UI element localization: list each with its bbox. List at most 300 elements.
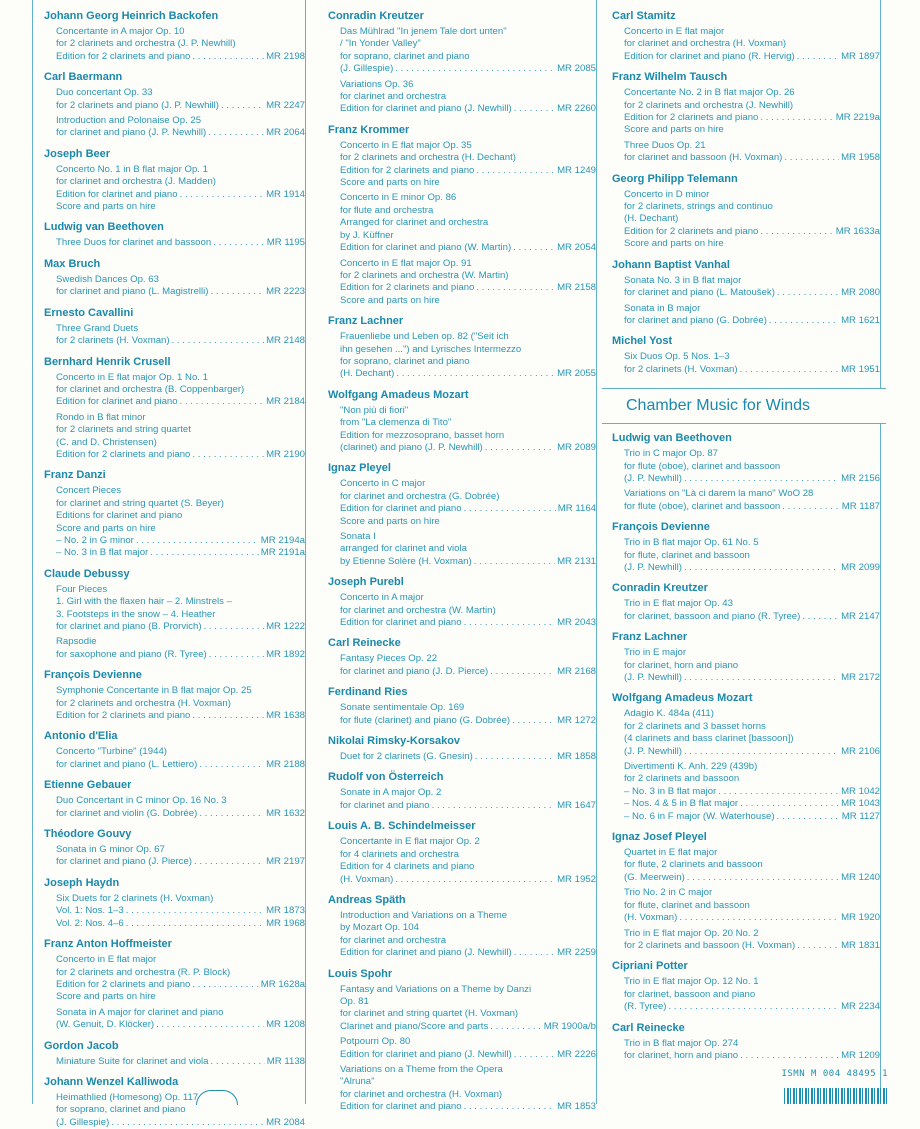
work-entry <box>328 478 596 528</box>
catalog-row <box>56 449 305 461</box>
work-entry <box>328 192 596 254</box>
entry-line: for clarinet and orchestra (W. Martin) <box>340 604 496 616</box>
composer-name: Carl Stamitz <box>612 10 676 22</box>
edition-text: (clarinet) and piano (J. P. Newhill) <box>340 441 483 453</box>
entry-line: Concert Pieces <box>56 485 122 497</box>
dot-leader <box>769 315 839 327</box>
catalog-row <box>56 396 305 408</box>
catalog-number: MR 2260 <box>557 103 596 115</box>
entry-line: by J. Küffner <box>340 229 394 241</box>
work-entry <box>612 847 880 884</box>
edition-text: for clarinet and piano (L. Lettiero) <box>56 758 198 770</box>
catalog-row <box>56 856 305 868</box>
catalog-number: MR 2089 <box>557 441 596 453</box>
dot-leader <box>126 918 264 930</box>
work-entry <box>328 592 596 629</box>
dot-leader <box>782 501 840 513</box>
catalog-row <box>624 811 880 823</box>
edition-text: for clarinet and bassoon (H. Voxman) <box>624 152 783 164</box>
entry-line: for flute and orchestra <box>340 204 434 216</box>
catalog-number: MR 2247 <box>266 99 305 111</box>
work-entry <box>44 1092 305 1129</box>
catalog-row <box>56 547 305 559</box>
dot-leader <box>192 51 264 63</box>
entry-line: for 2 clarinets and orchestra (J. P. Newhill) <box>56 38 236 50</box>
work-entry <box>44 164 305 214</box>
entry-line: 1. Girl with the flaxen hair – 2. Minstrels – <box>56 596 232 608</box>
dot-leader <box>204 621 264 633</box>
dot-leader <box>136 535 259 547</box>
work-entry <box>612 708 880 758</box>
dot-leader <box>126 905 264 917</box>
catalog-number: MR 2191a <box>260 547 305 559</box>
work-entry <box>44 323 305 348</box>
catalog-row <box>56 918 305 930</box>
catalog-number: MR 2156 <box>841 472 880 484</box>
dot-leader <box>192 449 264 461</box>
catalog-row <box>340 874 596 886</box>
catalog-row <box>340 368 596 380</box>
dot-leader <box>464 1101 555 1113</box>
entry-line: Symphonie Concertante in B flat major Op. 25 <box>56 685 252 697</box>
catalog-number: MR 2223 <box>266 286 305 298</box>
catalog-number: MR 1968 <box>266 917 305 929</box>
catalog-row <box>56 335 305 347</box>
catalog-row <box>340 666 596 678</box>
catalog-row <box>340 503 596 515</box>
catalog-number: MR 1853 <box>557 1101 596 1113</box>
catalog-number: MR 1208 <box>266 1019 305 1031</box>
catalog-row <box>56 127 305 139</box>
entry-line: Concertante in E flat major Op. 2 <box>340 836 480 848</box>
catalog-number: MR 1858 <box>557 751 596 763</box>
composer-name: Rudolf von Österreich <box>328 771 444 784</box>
composer-name: Wolfgang Amadeus Mozart <box>328 388 469 401</box>
dot-leader <box>684 562 839 574</box>
dot-leader <box>194 856 264 868</box>
composer-name: Louis Spohr <box>328 967 393 980</box>
work-entry <box>328 984 596 1034</box>
dot-leader <box>512 715 555 727</box>
entry-line: Fantasy Pieces Op. 22 <box>340 653 438 665</box>
dot-leader <box>474 556 555 568</box>
edition-text: for 2 clarinets and bassoon (H. Voxman) <box>624 939 796 951</box>
catalog-number: MR 1043 <box>841 798 880 810</box>
edition-text: – No. 2 in G minor <box>56 534 134 546</box>
edition-text: for 2 clarinets (H. Voxman) <box>624 363 738 375</box>
composer-name: Andreas Späth <box>328 893 406 906</box>
entry-line: Score and parts on hire <box>624 124 724 136</box>
dot-leader <box>221 100 264 112</box>
composer-name: Carl Baermann <box>44 71 123 84</box>
dot-leader <box>740 798 839 810</box>
catalog-number: MR 2184 <box>266 396 305 408</box>
work-entry <box>44 685 305 722</box>
entry-line: Duo concertant Op. 33 <box>56 87 153 99</box>
entry-line: (C. and D. Christensen) <box>56 436 157 448</box>
work-entry <box>612 887 880 924</box>
entry-line: (H. Dechant) <box>624 213 679 225</box>
work-entry <box>612 189 880 251</box>
edition-text: for 2 clarinets (H. Voxman) <box>56 335 170 347</box>
work-entry <box>44 746 305 771</box>
dot-leader <box>797 940 839 952</box>
edition-text: (W. Genuit, D. Klöcker) <box>56 1019 155 1031</box>
dot-leader <box>684 672 839 684</box>
edition-text: – Nos. 4 & 5 in B flat major <box>624 798 739 810</box>
work-entry <box>44 893 305 930</box>
entry-line: Concerto in E flat major Op. 35 <box>340 139 472 151</box>
work-entry <box>328 331 596 381</box>
work-entry <box>612 598 880 623</box>
entry-line: for 2 clarinets and orchestra (H. Voxman) <box>56 697 231 709</box>
entry-line: for clarinet and string quartet (S. Beyer) <box>56 497 224 509</box>
entry-line: Sonata No. 3 in B flat major <box>624 274 742 286</box>
catalog-row <box>340 556 596 568</box>
entry-line: Score and parts on hire <box>340 177 440 189</box>
dot-leader <box>718 786 839 798</box>
catalog-number: MR 1958 <box>841 152 880 164</box>
entry-line: Concerto in E minor Op. 86 <box>340 192 457 204</box>
composer-name: Conradin Kreutzer <box>328 10 424 22</box>
composer-name: Joseph Purebl <box>328 576 404 589</box>
entry-line: for 2 clarinets and 3 basset horns <box>624 720 766 732</box>
work-entry <box>328 26 596 76</box>
entry-line: Duo Concertant in C minor Op. 16 No. 3 <box>56 795 227 807</box>
edition-text: Edition for 2 clarinets and piano <box>340 164 475 176</box>
dot-leader <box>514 947 555 959</box>
entry-line: for clarinet and orchestra (J. Madden) <box>56 176 216 188</box>
catalog-row <box>624 611 880 623</box>
entry-line: Rapsodie <box>56 636 97 648</box>
dot-leader <box>464 503 556 515</box>
catalog-number: MR 2084 <box>266 1116 305 1128</box>
dot-leader <box>211 1056 265 1068</box>
entry-line: Score and parts on hire <box>340 294 440 306</box>
work-entry <box>612 537 880 574</box>
edition-text: (H. Voxman) <box>624 912 678 924</box>
catalog-row <box>624 1050 880 1062</box>
catalog-number: MR 2234 <box>841 1001 880 1013</box>
entry-line: Three Grand Duets <box>56 322 139 334</box>
catalog-number: MR 1897 <box>841 50 880 62</box>
entry-line: Six Duos Op. 5 Nos. 1–3 <box>624 351 730 363</box>
dot-leader <box>211 286 265 298</box>
work-entry <box>44 274 305 299</box>
catalog-row <box>624 1001 880 1013</box>
entry-line: Variations on "Là ci darem la mano" WoO 28 <box>624 488 814 500</box>
work-entry <box>44 372 305 409</box>
work-entry <box>612 488 880 513</box>
catalog-row <box>340 1021 596 1033</box>
entry-line: for soprano, clarinet and piano <box>340 50 470 62</box>
composer-name: Ignaz Pleyel <box>328 462 391 475</box>
catalog-number: MR 1187 <box>841 500 880 512</box>
entry-line: Quartet in E flat major <box>624 847 718 859</box>
work-entry <box>44 1007 305 1032</box>
catalog-row <box>624 562 880 574</box>
entry-line: by Mozart Op. 104 <box>340 922 419 934</box>
dot-leader <box>514 103 555 115</box>
catalog-row <box>624 51 880 63</box>
catalog-row <box>56 100 305 112</box>
edition-text: for clarinet and piano (J. D. Pierce) <box>340 665 489 677</box>
composer-name: Conradin Kreutzer <box>612 582 708 595</box>
entry-line: for clarinet and orchestra (G. Dobrée) <box>340 490 500 502</box>
edition-text: Edition for clarinet and piano <box>56 188 178 200</box>
dot-leader <box>797 51 839 63</box>
catalog-number: MR 2064 <box>266 127 305 139</box>
entry-line: Trio in B flat major Op. 61 No. 5 <box>624 537 759 549</box>
composer-name: Ignaz Josef Pleyel <box>612 831 707 844</box>
dot-leader <box>740 364 839 376</box>
catalog-row <box>624 112 880 124</box>
entry-line: for clarinet and orchestra (H. Voxman) <box>340 1088 503 1100</box>
composer-name: Michel Yost <box>612 335 673 348</box>
work-entry <box>328 1036 596 1061</box>
catalog-number: MR 2190 <box>266 448 305 460</box>
dot-leader <box>180 396 264 408</box>
edition-text: (J. Gillespie) <box>56 1116 110 1128</box>
edition-text: Edition for clarinet and piano <box>340 1101 462 1113</box>
edition-text: Clarinet and piano/Score and parts <box>340 1020 489 1032</box>
catalog-number: MR 2099 <box>841 561 880 573</box>
entry-line: Concerto in E flat major Op. 91 <box>340 257 472 269</box>
entry-line: for clarinet, horn and piano <box>624 659 739 671</box>
edition-text: – No. 3 in B flat major <box>56 547 149 559</box>
catalog-row <box>624 226 880 238</box>
entry-line: Divertimenti K. Anh. 229 (439b) <box>624 761 758 773</box>
work-entry <box>44 87 305 112</box>
entry-line: for 2 clarinets, strings and continuo <box>624 201 773 213</box>
work-entry <box>328 531 596 568</box>
dot-leader <box>395 63 555 75</box>
catalog-row <box>56 1019 305 1031</box>
entry-line: Potpourri Op. 80 <box>340 1036 411 1048</box>
catalog-number: MR 1638 <box>266 710 305 722</box>
catalog-row <box>56 808 305 820</box>
dot-leader <box>679 912 839 924</box>
entry-line: Score and parts on hire <box>56 522 156 534</box>
catalog-number: MR 2054 <box>557 242 596 254</box>
edition-text: for clarinet and piano (G. Dobrée) <box>624 314 767 326</box>
entry-line: Trio in E major <box>624 647 687 659</box>
catalog-number: MR 2226 <box>557 1048 596 1060</box>
work-entry <box>44 26 305 63</box>
work-entry <box>612 303 880 328</box>
work-entry <box>44 584 305 634</box>
entry-line: Trio in E flat major Op. 43 <box>624 598 733 610</box>
entry-line: Frauenliebe und Leben op. 82 ("Seit ich <box>340 331 509 343</box>
work-entry <box>612 87 880 137</box>
composer-name: Franz Lachner <box>328 315 404 328</box>
dot-leader <box>209 649 264 661</box>
entry-line: Concerto "Turbine" (1944) <box>56 746 167 758</box>
work-entry <box>44 954 305 1004</box>
catalog-row <box>624 940 880 952</box>
entry-line: Fantasy and Variations on a Theme by Danzi <box>340 983 532 995</box>
entry-line: Score and parts on hire <box>624 238 724 250</box>
work-entry <box>328 405 596 455</box>
composer-name: Cipriani Potter <box>612 960 688 973</box>
catalog-number: MR 2148 <box>266 335 305 347</box>
entry-line: Sonata in B major <box>624 302 701 314</box>
dot-leader <box>475 751 555 763</box>
catalog-number: MR 2085 <box>557 63 596 75</box>
entry-line: for 2 clarinets and orchestra (H. Dechant) <box>340 152 516 164</box>
composer-name: Johann Wenzel Kalliwoda <box>44 1075 179 1088</box>
catalog-number: MR 2259 <box>557 947 596 959</box>
entry-line: Four Pieces <box>56 583 108 595</box>
dot-leader <box>740 1050 839 1062</box>
entry-line: Trio in B flat major Op. 274 <box>624 1037 739 1049</box>
composer-name: Franz Anton Hoffmeister <box>44 938 172 951</box>
catalog-number: MR 2131 <box>557 555 596 567</box>
dot-leader <box>150 547 258 559</box>
catalog-number: MR 2147 <box>841 610 880 622</box>
composer-name: Georg Philipp Telemann <box>612 172 738 185</box>
edition-text: for clarinet and piano <box>340 799 430 811</box>
dot-leader <box>199 759 264 771</box>
entry-line: Concerto in E flat major Op. 1 No. 1 <box>56 371 208 383</box>
catalog-row <box>340 617 596 629</box>
work-entry <box>328 140 596 190</box>
entry-line: Trio in E flat major Op. 12 No. 1 <box>624 976 759 988</box>
edition-text: Edition for 2 clarinets and piano <box>56 710 191 722</box>
dot-leader <box>760 112 833 124</box>
entry-line: Variations Op. 36 <box>340 78 414 90</box>
catalog-number: MR 1951 <box>841 363 880 375</box>
composer-name: Etienne Gebauer <box>44 779 132 792</box>
entry-line: for 2 clarinets and string quartet <box>56 424 191 436</box>
catalog-number: MR 2219a <box>835 112 880 124</box>
edition-text: Three Duos for clarinet and bassoon <box>56 237 212 249</box>
entry-line: Edition for mezzosoprano, basset horn <box>340 429 505 441</box>
catalog-row <box>56 621 305 633</box>
edition-text: for clarinet, bassoon and piano (R. Tyree) <box>624 610 801 622</box>
entry-line: Concerto in E flat major <box>56 954 157 966</box>
dot-leader <box>395 874 555 886</box>
edition-text: for clarinet and piano (L. Matoušek) <box>624 287 775 299</box>
work-entry <box>328 79 596 116</box>
catalog-number: MR 1831 <box>841 939 880 951</box>
catalog-row <box>56 286 305 298</box>
edition-text: Edition for clarinet and piano (W. Martin) <box>340 242 512 254</box>
composer-name: Joseph Beer <box>44 147 111 160</box>
catalog-row <box>56 759 305 771</box>
dot-leader <box>464 617 555 629</box>
catalog-row <box>340 1101 596 1113</box>
catalog-row <box>624 912 880 924</box>
edition-text: for flute (oboe), clarinet and bassoon <box>624 500 781 512</box>
edition-text: Edition for clarinet and piano (J. Newhill) <box>340 1048 512 1060</box>
work-entry <box>328 836 596 886</box>
catalog-row <box>340 947 596 959</box>
edition-text: (J. P. Newhill) <box>624 745 682 757</box>
entry-line: Op. 81 <box>340 995 369 1007</box>
catalog-row <box>624 287 880 299</box>
catalog-row <box>624 798 880 810</box>
catalog-number: MR 1240 <box>841 871 880 883</box>
entry-line: Sonate in A major Op. 2 <box>340 787 442 799</box>
work-entry <box>612 26 880 63</box>
catalog-row <box>340 165 596 177</box>
column-3 <box>602 0 881 1104</box>
catalog-row <box>340 242 596 254</box>
dot-leader <box>802 611 839 623</box>
edition-text: for clarinet and violin (G. Dobrée) <box>56 807 198 819</box>
work-entry <box>612 1038 880 1063</box>
catalog-row <box>56 710 305 722</box>
edition-text: Edition for clarinet and piano (R. Hervig) <box>624 50 795 62</box>
entry-line: for clarinet, bassoon and piano <box>624 988 756 1000</box>
entry-line: Arranged for clarinet and orchestra <box>340 217 489 229</box>
work-entry <box>612 647 880 684</box>
composer-name: Johann Georg Heinrich Backofen <box>44 10 219 22</box>
edition-text: (J. P. Newhill) <box>624 472 682 484</box>
edition-text: for saxophone and piano (R. Tyree) <box>56 648 207 660</box>
composer-name: Franz Wilhelm Tausch <box>612 71 728 84</box>
dot-leader <box>485 442 555 454</box>
entry-line: Edition for 4 clarinets and piano <box>340 861 475 873</box>
catalog-number: MR 1920 <box>841 912 880 924</box>
catalog-row <box>624 786 880 798</box>
edition-text: Edition for 2 clarinets and piano <box>624 225 759 237</box>
composer-name: Ludwig van Beethoven <box>612 432 732 445</box>
edition-text: Edition for 2 clarinets and piano <box>624 112 759 124</box>
work-entry <box>44 795 305 820</box>
catalog-row <box>56 979 305 991</box>
entry-line: 3. Footsteps in the snow – 4. Heather <box>56 608 216 620</box>
catalog-row <box>56 649 305 661</box>
catalog-row <box>56 237 305 249</box>
edition-text: (R. Tyree) <box>624 1001 667 1013</box>
entry-line: arranged for clarinet and viola <box>340 543 467 555</box>
work-entry <box>612 351 880 376</box>
entry-line: for clarinet and orchestra <box>340 934 447 946</box>
edition-text: for 2 clarinets and piano (J. P. Newhill) <box>56 99 219 111</box>
catalog-number: MR 2158 <box>557 282 596 294</box>
catalog-row <box>56 1117 305 1129</box>
work-entry <box>328 653 596 678</box>
entry-line: from "La clemenza di Tito" <box>340 417 452 429</box>
entry-line: for clarinet and orchestra (B. Coppenbarger) <box>56 383 245 395</box>
edition-text: Edition for 2 clarinets and piano <box>56 448 191 460</box>
catalog-number: MR 1873 <box>266 905 305 917</box>
edition-text: for clarinet, horn and piano <box>624 1049 739 1061</box>
catalog-number: MR 1900a/b <box>543 1020 596 1032</box>
catalog-row <box>624 672 880 684</box>
edition-text: Edition for 2 clarinets and piano <box>340 282 475 294</box>
catalog-row <box>624 501 880 513</box>
edition-text: Miniature Suite for clarinet and viola <box>56 1055 209 1067</box>
edition-text: for clarinet and piano (J. Pierce) <box>56 856 192 868</box>
catalog-number: MR 2197 <box>266 856 305 868</box>
edition-text: (J. P. Newhill) <box>624 672 682 683</box>
dot-leader <box>514 1049 555 1061</box>
edition-text: for clarinet and piano (L. Magistrelli) <box>56 286 209 298</box>
catalog-number: MR 1647 <box>557 799 596 811</box>
work-entry <box>612 761 880 823</box>
barcode <box>784 1088 888 1104</box>
dot-leader <box>199 808 264 820</box>
entry-line: "Alruna" <box>340 1076 375 1088</box>
catalog-number: MR 2168 <box>557 665 596 677</box>
entry-line: Trio No. 2 in C major <box>624 887 713 899</box>
work-entry <box>328 751 596 763</box>
dot-leader <box>476 282 555 294</box>
catalog-row <box>624 315 880 327</box>
